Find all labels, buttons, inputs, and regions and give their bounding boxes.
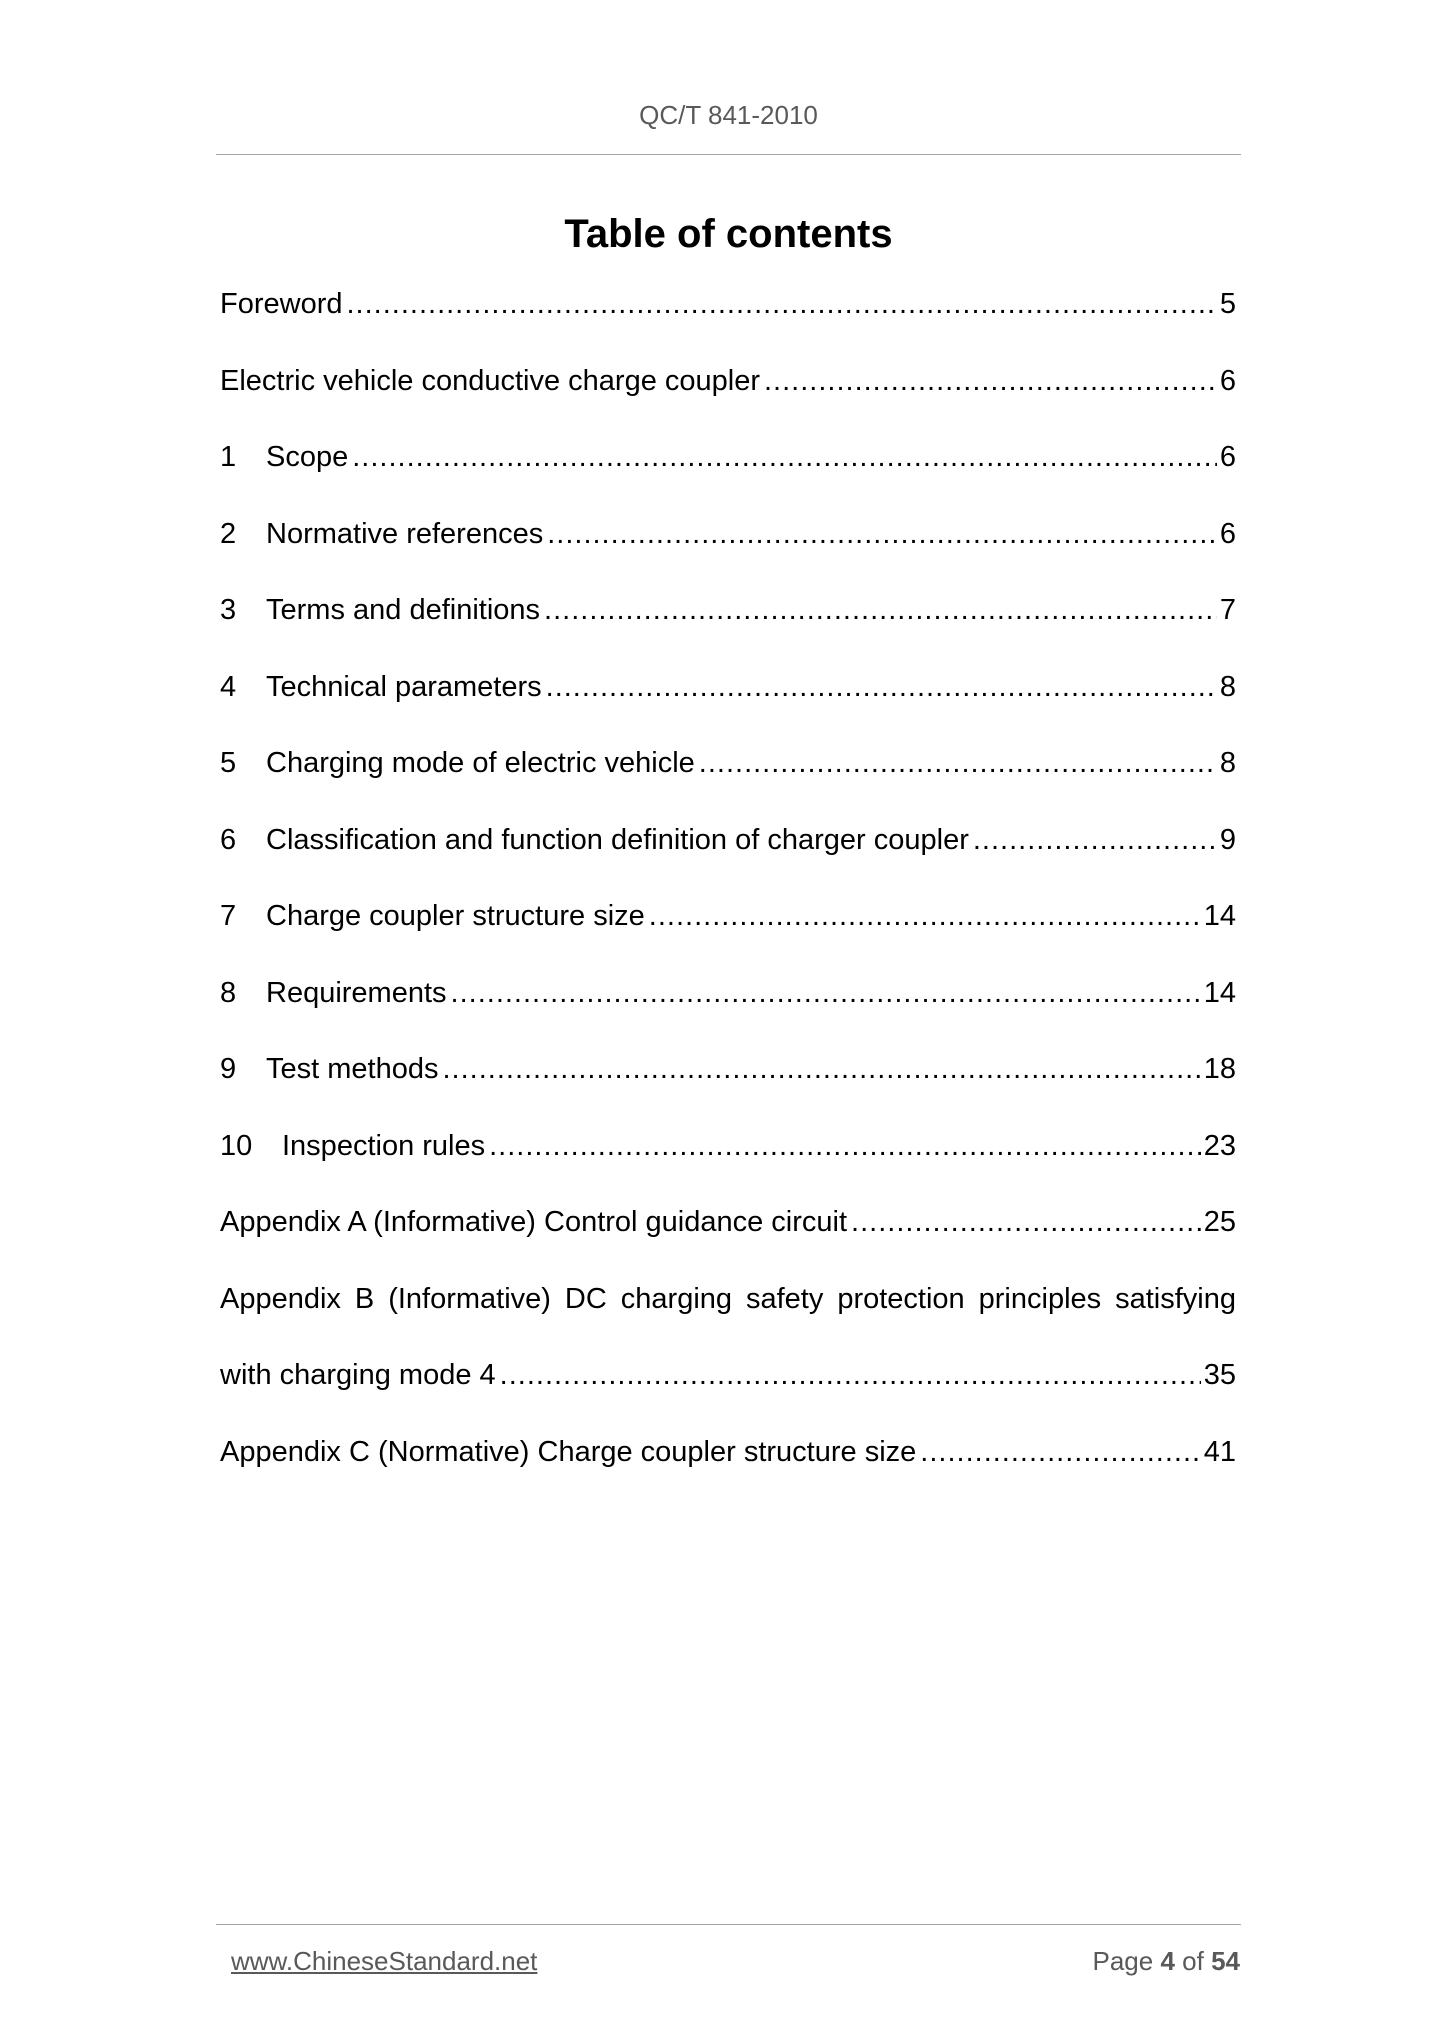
toc-entry-appendix-a[interactable]: [220, 1206, 1236, 1283]
toc-leader-dots: [649, 900, 1201, 933]
toc-entry-label: Normative references: [266, 517, 544, 550]
toc-leader-dots: [699, 747, 1217, 780]
page-indicator: [1092, 1946, 1240, 1977]
toc-entry-test-methods[interactable]: [220, 1053, 1236, 1130]
toc-entry-number: 3: [220, 594, 237, 626]
toc-leader-dots: [500, 1359, 1201, 1392]
toc-entry-number: 7: [220, 900, 237, 932]
toc-entry-page: 25: [1203, 1206, 1236, 1238]
page-of: of: [1182, 1946, 1204, 1976]
toc-entry-appendix-b[interactable]: [220, 1359, 1236, 1436]
toc-entry-page: 8: [1219, 747, 1236, 779]
toc-leader-dots: [547, 518, 1217, 551]
toc-entry-foreword[interactable]: [220, 288, 1236, 365]
toc-entry-charging-mode[interactable]: [220, 747, 1236, 824]
toc-entry-label: Charge coupler structure size: [266, 900, 645, 932]
toc-leader-dots: [352, 441, 1217, 474]
toc-entry-number: 6: [220, 823, 237, 856]
toc-entry-number: 5: [220, 747, 237, 779]
header-divider: [216, 154, 1241, 155]
toc-entry-requirements[interactable]: [220, 977, 1236, 1054]
toc-entry-page: 18: [1203, 1053, 1236, 1085]
table-of-contents: [220, 288, 1236, 1512]
toc-entry-label: Appendix A (Informative) Control guidance circuit: [220, 1206, 848, 1238]
toc-entry-appendix-c[interactable]: [220, 1436, 1236, 1513]
toc-entry-label: Scope: [266, 441, 349, 473]
toc-entry-page: 7: [1219, 594, 1236, 626]
toc-entry-scope[interactable]: [220, 441, 1236, 518]
toc-leader-dots: [451, 977, 1201, 1010]
page-total: 54: [1211, 1946, 1240, 1976]
toc-entry-label: Test methods: [266, 1053, 439, 1085]
toc-entry-terms-definitions[interactable]: [220, 594, 1236, 671]
toc-entry-page: 35: [1203, 1359, 1236, 1391]
toc-leader-dots: [920, 1436, 1200, 1469]
toc-entry-page: 6: [1219, 517, 1236, 550]
footer-divider: [216, 1924, 1241, 1925]
toc-entry-page: 5: [1219, 288, 1236, 320]
toc-leader-dots: [764, 365, 1217, 398]
toc-entry-page: 8: [1219, 670, 1236, 703]
toc-entry-label: Technical parameters: [266, 670, 542, 703]
toc-entry-number: 2: [220, 517, 237, 550]
toc-leader-dots: [442, 1053, 1200, 1086]
toc-entry-number: 4: [220, 670, 237, 703]
toc-entry-number: 10: [220, 1129, 253, 1162]
toc-entry-label: Inspection rules: [282, 1129, 486, 1162]
toc-entry-number: 1: [220, 441, 237, 473]
document-id-header: QC/T 841-2010: [639, 100, 818, 130]
website-link[interactable]: www.ChineseStandard.net: [231, 1946, 538, 1976]
toc-entry-page: 6: [1219, 364, 1236, 397]
toc-leader-dots: [973, 824, 1217, 857]
toc-entry-classification[interactable]: [220, 824, 1236, 901]
toc-entry-technical-parameters[interactable]: [220, 671, 1236, 748]
page-current: 4: [1160, 1946, 1175, 1976]
toc-entry-label: Charging mode of electric vehicle: [266, 747, 695, 779]
toc-entry-normative-references[interactable]: [220, 518, 1236, 595]
toc-entry-page: 6: [1219, 441, 1236, 473]
toc-leader-dots: [546, 671, 1217, 704]
toc-leader-dots: [851, 1206, 1201, 1239]
toc-entry-page: 14: [1203, 900, 1236, 932]
toc-entry-label: Electric vehicle conductive charge coupler: [220, 364, 760, 397]
toc-entry-inspection-rules[interactable]: [220, 1130, 1236, 1207]
toc-leader-dots: [489, 1130, 1201, 1163]
toc-entry-page: 23: [1203, 1129, 1236, 1162]
toc-entry-label: Requirements: [266, 976, 447, 1009]
toc-entry-number: 9: [220, 1053, 237, 1085]
page-prefix: Page: [1092, 1946, 1154, 1976]
toc-leader-dots: [544, 594, 1217, 627]
toc-title: Table of contents: [564, 212, 893, 256]
toc-entry-page: 41: [1203, 1435, 1236, 1468]
toc-entry-page: 9: [1219, 823, 1236, 856]
toc-entry-label: Classification and function definition of charger coupler: [266, 823, 969, 856]
toc-entry-structure-size[interactable]: [220, 900, 1236, 977]
toc-entry-label: Foreword: [220, 288, 343, 320]
toc-entry-number: 8: [220, 976, 237, 1009]
toc-leader-dots: [347, 288, 1217, 321]
toc-entry-main-title[interactable]: [220, 365, 1236, 442]
toc-entry-appendix-b-line1[interactable]: Appendix B (Informative) DC charging safety protection principles satisfying: [220, 1282, 1236, 1315]
toc-entry-label: Appendix C (Normative) Charge coupler structure size: [220, 1435, 917, 1468]
toc-entry-page: 14: [1203, 976, 1236, 1009]
toc-entry-label: Terms and definitions: [266, 594, 541, 626]
toc-entry-label: with charging mode 4: [220, 1359, 496, 1391]
